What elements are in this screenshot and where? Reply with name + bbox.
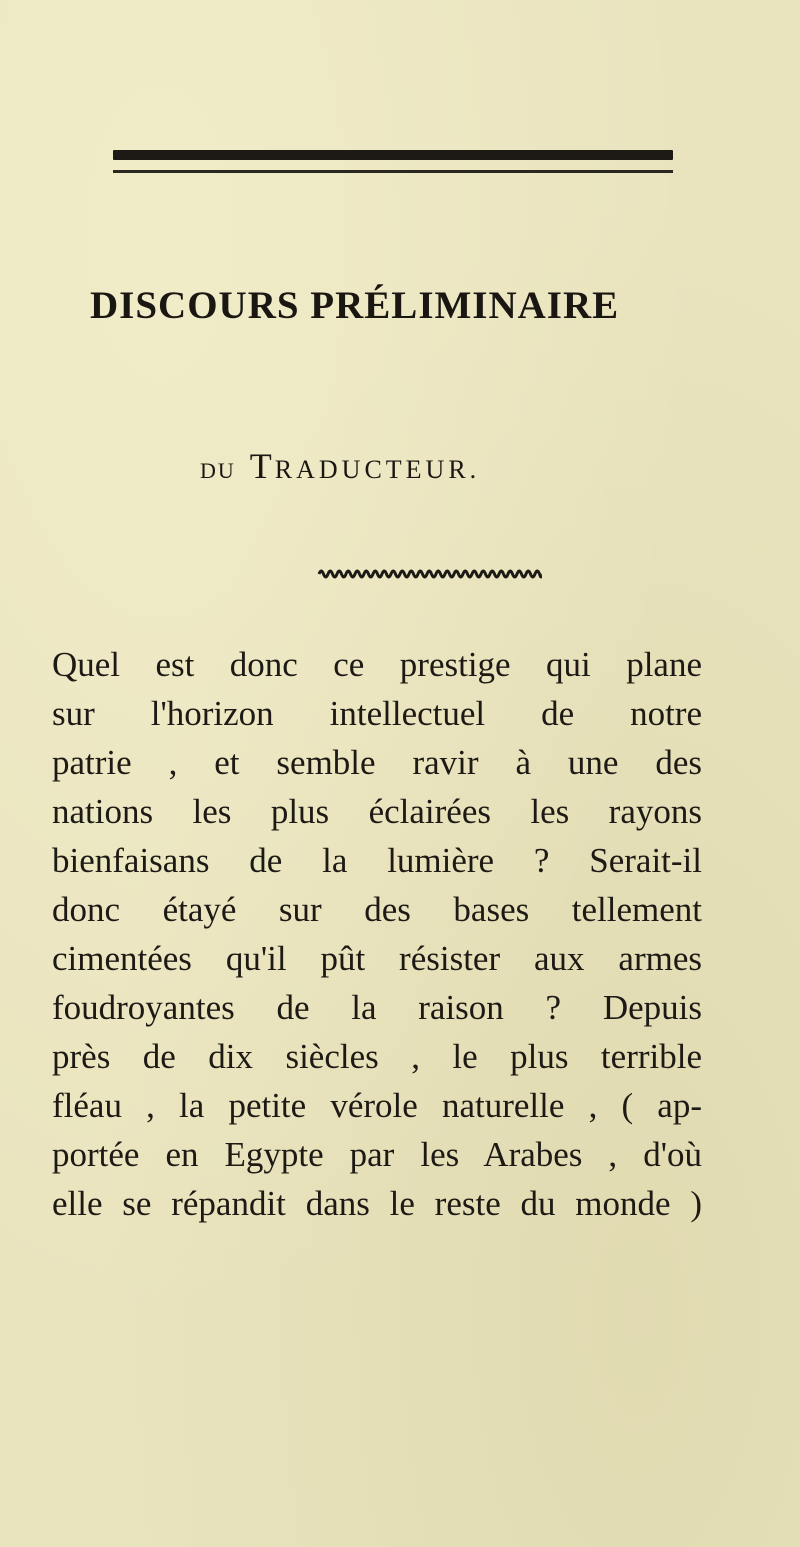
chapter-subtitle (200, 445, 620, 487)
text-line: fléau , la petite vérole naturelle , ( ap- (52, 1086, 702, 1125)
text-line: sur l'horizon intellectuel de notre (52, 694, 702, 733)
thick-rule (113, 150, 673, 160)
text-line: portée en Egypte par les Arabes , d'où (52, 1135, 702, 1174)
header-double-rule (113, 150, 673, 180)
text-line: cimentées qu'il pût résister aux armes (52, 939, 702, 978)
thin-rule (113, 170, 673, 173)
subtitle-rest: RADUCTEUR. (274, 455, 481, 484)
subtitle-initial: T (249, 446, 275, 486)
text-line: Quel est donc ce prestige qui plane (52, 645, 702, 684)
text-line: nations les plus éclairées les rayons (52, 792, 702, 831)
chapter-title: DISCOURS PRÉLIMINAIRE (90, 284, 620, 327)
text-line: donc étayé sur des bases tellement (52, 890, 702, 929)
subtitle-prefix: DU (200, 458, 236, 483)
text-line: près de dix siècles , le plus terrible (52, 1037, 702, 1076)
text-line: elle se répandit dans le reste du monde ) (52, 1184, 702, 1223)
text-line: foudroyantes de la raison ? Depuis (52, 988, 702, 1027)
body-paragraph (52, 640, 702, 1228)
text-line: patrie , et semble ravir à une des (52, 743, 702, 782)
ornament-divider (317, 566, 542, 582)
text-line: bienfaisans de la lumière ? Serait-il (52, 841, 702, 880)
